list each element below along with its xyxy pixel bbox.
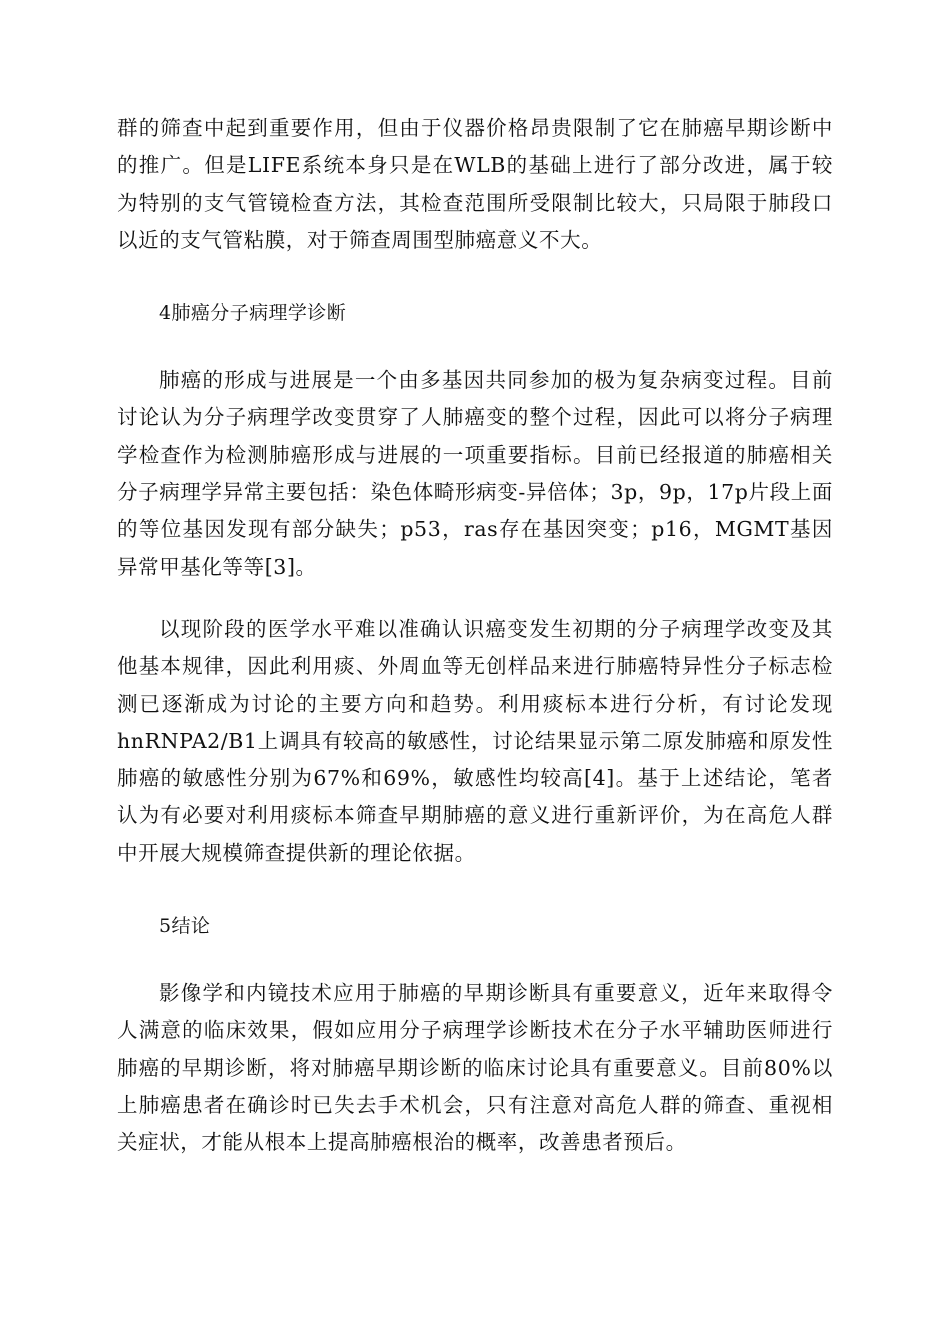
spacer bbox=[117, 872, 833, 908]
section-4-paragraph-2: 以现阶段的医学水平难以准确认识癌变发生初期的分子病理学改变及其他基本规律，因此利用痰、外周血等无创样品来进行肺癌特异性分子标志检测已逐渐成为讨论的主要方向和趋势。利用痰标本进行分析，有讨论发现hnRNPA2/B1上调具有较高的敏感性，讨论结果显示第二原发肺癌和原发性肺癌的敏感性分别为67%和69%，敏感性均较高[4]。基于上述结论，笔者认为有必要对利用痰标本筛查早期肺癌的意义进行重新评价，为在高危人群中开展大规模筛查提供新的理论依据。 bbox=[117, 616, 833, 865]
spacer bbox=[117, 945, 833, 975]
paragraph-continuation: 群的筛查中起到重要作用，但由于仪器价格昂贵限制了它在肺癌早期诊断中的推广。但是LIFE系统本身只是在WLB的基础上进行了部分改进，属于较为特别的支气管镜检查方法，其检查范围所受限制比较大，只局限于肺段口以近的支气管粘膜，对于筛查周围型肺癌意义不大。 bbox=[117, 116, 833, 252]
section-5-heading: 5结论 bbox=[159, 915, 211, 938]
spacer bbox=[117, 259, 833, 295]
section-4-paragraph-1: 肺癌的形成与进展是一个由多基因共同参加的极为复杂病变过程。目前讨论认为分子病理学改变贯穿了人肺癌变的整个过程，因此可以将分子病理学检查作为检测肺癌形成与进展的一项重要指标。目前已经报道的肺癌相关分子病理学异常主要包括：染色体畸形病变-异倍体；3p，9p，17p片段上面的等位基因发现有部分缺失；p53，ras存在基因突变；p16，MGMT基因异常甲基化等等[3]。 bbox=[117, 368, 833, 579]
section-4-heading: 4肺癌分子病理学诊断 bbox=[159, 302, 347, 325]
spacer bbox=[117, 332, 833, 362]
document-page bbox=[117, 110, 833, 1162]
section-5-paragraph-1: 影像学和内镜技术应用于肺癌的早期诊断具有重要意义，近年来取得令人满意的临床效果，假如应用分子病理学诊断技术在分子水平辅助医师进行肺癌的早期诊断，将对肺癌早期诊断的临床讨论具有重要意义。目前80%以上肺癌患者在确诊时已失去手术机会，只有注意对高危人群的筛查、重视相关症状，才能从根本上提高肺癌根治的概率，改善患者预后。 bbox=[117, 981, 833, 1155]
spacer bbox=[117, 586, 833, 611]
